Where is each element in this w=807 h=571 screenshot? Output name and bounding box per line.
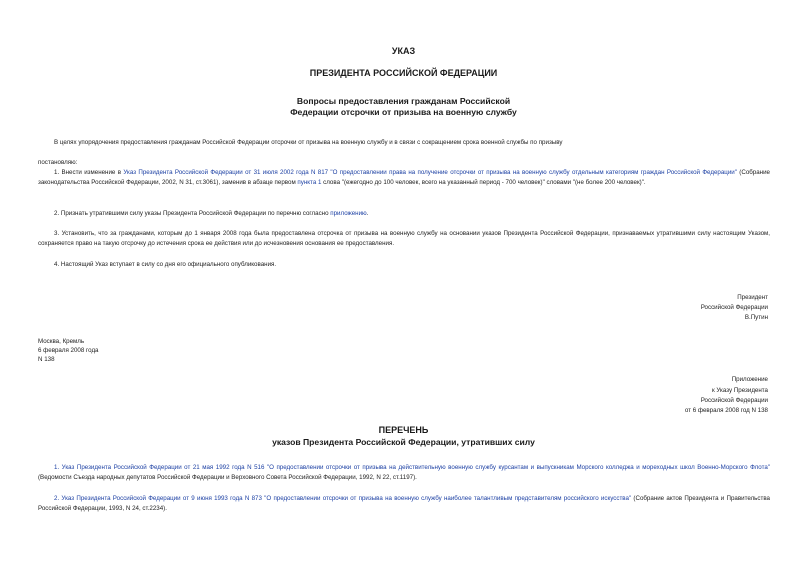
- item-2-suffix: .: [366, 210, 369, 217]
- item-3: 3. Установить, что за гражданами, которым до 1 января 2008 года была предоставлена отсрочка от призыва на военную службу на основании указов Президента Российской Федерации, признаваемых утратившими силу настоящим Указом, сохраняется право на такую отсрочку до истечения срока ее действия или до исчезновения основания ее предоставления.: [38, 230, 770, 247]
- item-2: [54, 209, 368, 219]
- list-title: ПЕРЕЧЕНЬ: [378, 425, 429, 435]
- item-1-suffix: слова "(ежегодно до 100 человек, всего на указанный период - 700 человек)" словами "(не более 200 человек)".: [321, 179, 646, 186]
- item-1-prefix: 1. Внести изменение в: [54, 169, 124, 176]
- signature-line1: Президент: [737, 294, 768, 301]
- list-item-1-suffix: (Ведомости Съезда народных депутатов Российской Федерации и Верховного Совета Российской Федерации, 1992, N 22, ст.1197).: [38, 474, 417, 481]
- decree-word: постановляю:: [38, 159, 78, 166]
- annex-ref-line3: Российской Федерации: [700, 397, 768, 404]
- signature-line2: Российской Федерации: [700, 304, 768, 311]
- item-1-mid: (Собрание законодательства Российской Федерации, 2002, N 31, ст.3061), заменив в абзаце первом: [38, 169, 771, 186]
- doc-title: УКАЗ: [391, 46, 416, 56]
- place-line1: Москва, Кремль: [38, 338, 85, 345]
- doc-subject-line1: Вопросы предоставления гражданам Российской: [296, 96, 511, 106]
- signature-line3: В.Путин: [744, 314, 768, 321]
- annex-ref-line4: от 6 февраля 2008 год N 138: [684, 407, 768, 414]
- item-1-link-paragraph[interactable]: пункта 1: [297, 179, 322, 186]
- doc-issuer: ПРЕЗИДЕНТА РОССИЙСКОЙ ФЕДЕРАЦИИ: [309, 68, 498, 78]
- list-item-2-link[interactable]: 2. Указ Президента Российской Федерации от 9 июня 1993 года N 873 "О предоставлении отсрочки от призыва на военную службу наиболее талантливым представителям российского искусства": [54, 495, 632, 502]
- list-item-1-link[interactable]: 1. Указ Президента Российской Федерации от 21 мая 1992 года N 516 "О предоставлении отсрочки от призыва на действительную военную службу курсантам и выпускникам Морского колледжа и мореходных школ Военно-Морского Флота": [54, 464, 770, 471]
- list-item-2-suffix: (Собрание актов Президента и Правительства Российской Федерации, 1993, N 24, ст.2234).: [38, 495, 770, 512]
- item-4: 4. Настоящий Указ вступает в силу со дня его официального опубликования.: [54, 261, 277, 268]
- item-2-link-annex[interactable]: приложению: [330, 210, 367, 217]
- list-item-1: [38, 463, 770, 483]
- item-2-prefix: 2. Признать утратившими силу указы Президента Российской Федерации по перечню согласно: [54, 210, 331, 217]
- doc-subject-line2: Федерации отсрочки от призыва на военную службу: [290, 107, 517, 117]
- item-1-link-decree-817[interactable]: Указ Президента Российской Федерации от 31 июля 2002 года N 817 "О предоставлении права на получение отсрочки от призыва на военную службу отдельным категориям граждан Российской Федерации": [123, 169, 737, 176]
- list-item-2: [38, 494, 770, 514]
- preamble: В целях упорядочения предоставления гражданам Российской Федерации отсрочки от призыва на военную службу и в связи с сокращением срока военной службы по призыву: [54, 139, 563, 146]
- annex-ref-line1: Приложение: [731, 376, 768, 383]
- list-subtitle: указов Президента Российской Федерации, утративших силу: [272, 437, 535, 447]
- item-1: [38, 168, 770, 188]
- place-line3: N 138: [38, 356, 55, 363]
- annex-ref-line2: к Указу Президента: [711, 387, 768, 394]
- place-line2: 6 февраля 2008 года: [38, 347, 99, 354]
